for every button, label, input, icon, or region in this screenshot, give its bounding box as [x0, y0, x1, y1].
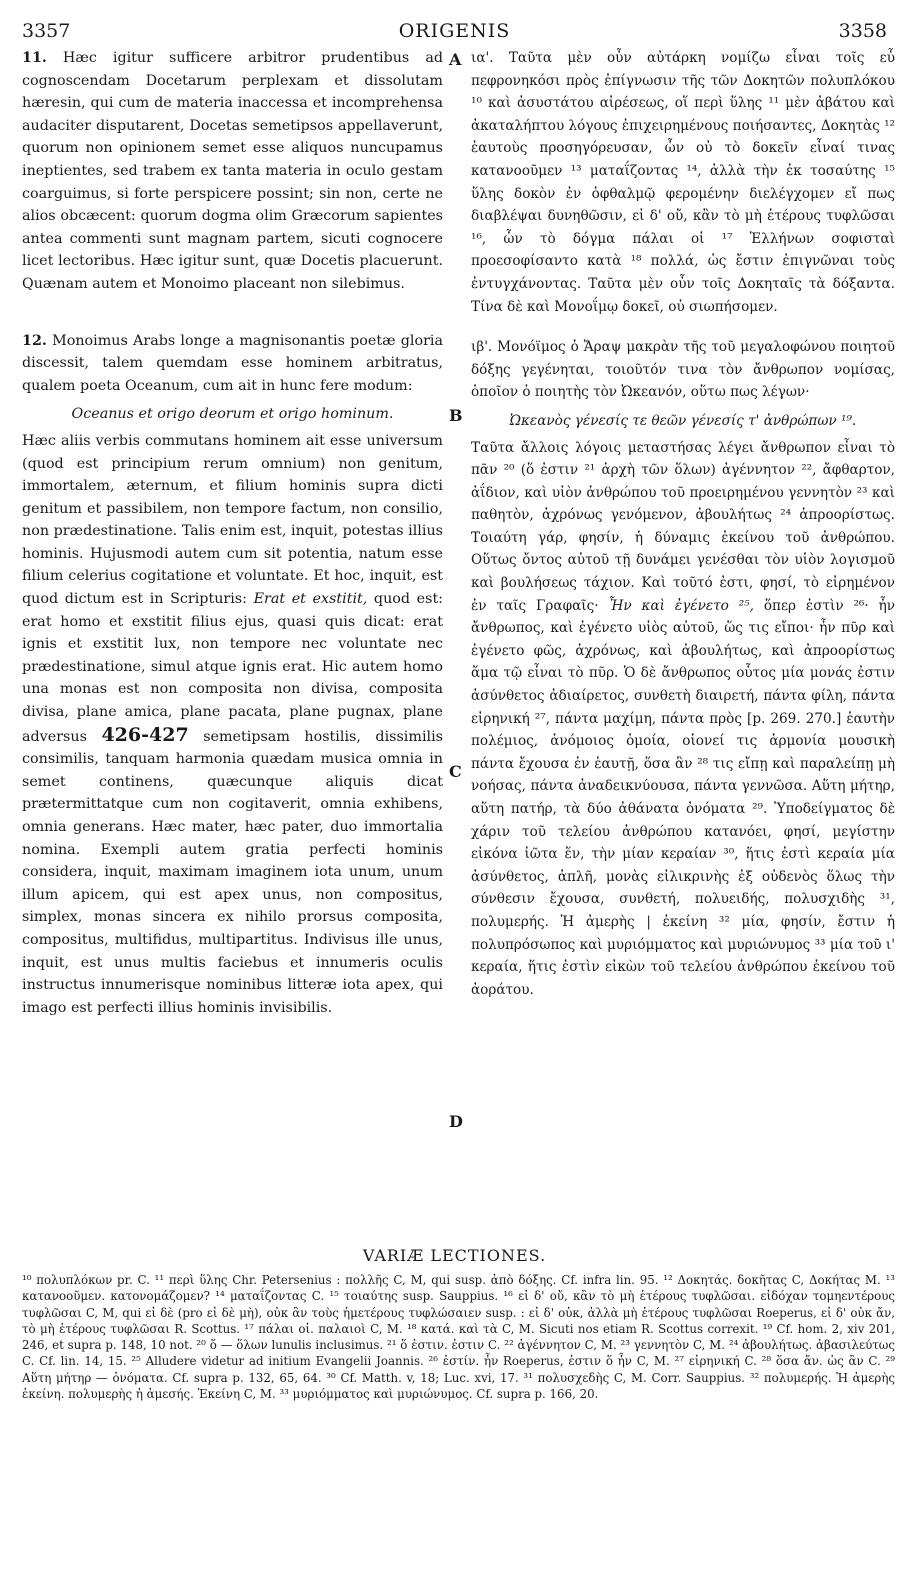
greek-text-11: Ταῦτα μὲν οὖν αὐτάρκη νομίζω εἶναι τοῖς εὖ πεφρονηκόσι πρὸς ἐπίγνωσιν τῆς τῶν Δοκητῶν πολυπλόκου ¹⁰ καὶ ἀσυστάτου αἱρέσεως, οἵ περὶ ὕλης ¹¹ μὲν ἀβάτου καὶ ἀκαταλήπτου λόγους ἐπιχειρημένους ποιήσαντες, Δοκητὰς ¹² ἑαυτοὺς προσηγόρευσαν, ὧν οὐ τὸ δοκεῖν εἶναί τινας κατανοοῦμεν ¹³ ματαΐζοντας ¹⁴, ἀλλὰ τὴν ἐκ τοσαύτης ¹⁵ ὕλης δοκὸν ἐν ὀφθαλμῷ φερομένην διελέγχομεν εἴ πως διαβλέψαι δυνηθῶσιν, εἰ δ' οὔ, κἂν τὸ μὴ ἑτέρους τυφλῶσαι ¹⁶, ὧν τὸ δόγμα πάλαι οἱ ¹⁷ Ἑλλήνων σοφισταὶ προεσοφίσαντο κατὰ ¹⁸ πολλά, ὡς ἔστιν ἐπιγνῶναι τοὺς ἐντυγχάνοντας. Ταῦτα μὲν οὖν τοῖς Δοκηταῖς τὰ δόξαντα. Τίνα δὲ καὶ Μονοΐμῳ δοκεῖ, οὐ σιωπήσομεν.: [471, 50, 895, 315]
latin-section-number-11: 11.: [22, 50, 47, 66]
spacer: [22, 296, 443, 330]
greek-text-13a: Ταῦτα ἄλλοις λόγοις μεταστήσας λέγει ἄνθρωπον εἶναι τὸ πᾶν ²⁰ (ὅ ἐστιν ²¹ ἀρχὴ τῶν ὅλων) ἀγέννητον ²², ἄφθαρτον, ἀΐδιον, καὶ υἱὸν ἀνθρώπου τοῦ προειρημένου γεννητὸν ²³ καὶ παθητὸν, ἀχρόνως γενόμενον, ἀβουλήτως ²⁴ ἀπροορίστως. Τοιαύτη γάρ, φησίν, ἡ δύναμις ἐκείνου τοῦ ἀνθρώπου. Οὕτως ὄντος αὐτοῦ τῇ δυνάμει γενέσθαι τὸν υἱὸν λογισμοῦ καὶ βουλήσεως τάχιον. Καὶ τοῦτό ἐστι, φησί, τὸ εἰρημένον ἐν ταῖς Γραφαῖς·: [471, 439, 895, 614]
greek-column: [471, 47, 895, 1001]
margin-marker-a: A: [449, 50, 462, 69]
greek-scripture-quote: Ἦν καὶ ἐγένετο ²⁵,: [608, 597, 754, 614]
greek-paragraph-12: [471, 336, 895, 404]
greek-paragraph-11: [471, 47, 895, 318]
latin-column: [22, 47, 443, 1019]
greek-section-number-11: ια'.: [471, 50, 494, 66]
latin-section-number-12: 12.: [22, 332, 47, 349]
latin-text-13c: semetipsam hostilis, dissimilis consimilis, tanquam harmonia quædam musica omnia in semet continens, quæcunque aliquis dicat prætermittatque cum non cogitaverit, omnia exhibens, omnia generans. Hæc mater, hæc pater, duo immortalia nomina. Exempli autem gratia perfecti hominis considera, inquit, maximam imaginem iota unum, unum illum apicem, qui est apex unus, non compositus, simplex, monas sincera ex nihilo prorsus composita, compositus, multifidus, multipartitus. Indivisus ille unus, inquit, est unus multis faciebus et innumeris oculis instructus innumerisque nominibus litteræ iota apex, qui imago est perfecti illius hominis invisibilis.: [22, 728, 443, 1016]
variae-lectiones-notes: [22, 1272, 895, 1402]
latin-paragraph-11: [22, 47, 443, 296]
variae-lectiones-text: ¹⁰ πολυπλόκων pr. C. ¹¹ περὶ ὕλης Chr. Petersenius : πολλῆς C, M, qui susp. ἀπὸ δόξης. Cf. infra lin. 95. ¹² Δοκητάς. δοκῆτας C, Δοκήτας M. ¹³ κατανοοῦμεν. κατονομάζομεν? ¹⁴ ματαΐζοντας C. ¹⁵ τοιαύτης susp. Sauppius. ¹⁶ εἰ δ' οὔ, κἂν τὸ μὴ ἑτέρους τυφλῶσαι. εἰδόχαν τομηεντέρους τυφλῶσαι C, M, qui εἰ δὲ (pro εἰ δὲ μὴ), οὐκ ἂν τοὺς ἡμετέρους τυφλώσαιεν susp. : εἰ δ' οὐκ, ἀλλὰ μὴ ἑτέρους τυφλῶσαι Roeperus, εἰ δ' οὐκ ἄν, τὸ μὴ ἑτέρους τυφλῶσαι R. Scottus. ¹⁷ πάλαι οἱ. παλαιοὶ C, M. ¹⁸ κατά. καὶ τὰ C, M. Sicuti nos etiam R. Scottus correxit. ¹⁹ Cf. hom. 2, xiv 201, 246, et supra p. 148, 10 not. ²⁰ ὅ — ὅλων lunulis inclusimus. ²¹ ὅ ἐστιν. ἐστιν C. ²² ἀγέννητον C, M. ²³ γεννητὸν C, M. ²⁴ ἀβουλήτως. ἀβασιλεύτως C. Cf. lin. 14, 15. ²⁵ Alludere videtur ad initium Evangelii Joannis. ²⁶ ἐστίν. ἦν Roeperus, ἐστιν ὅ ἦν C, M. ²⁷ εἰρηνική C. ²⁸ ὅσα ἄν. ὡς ἂν C. ²⁹ Αὕτη μήτηρ — ὀνόματα. Cf. supra p. 132, 65, 64. ³⁰ Cf. Matth. v, 18; Luc. xvi, 17. ³¹ πολυσχεδὴς C, M. Corr. Sauppius. ³² πολυμερής. Ἡ ἀμερὴς ἐκείνη. πολυμερὴς ἡ ἀμεσής. Ἐκείνη C, M. ³³ μυριόμματος καὶ μυριώνυμος. Cf. supra p. 166, 20.: [22, 1273, 895, 1402]
running-title: ORIGENIS: [398, 20, 511, 42]
latin-text-12: Monoimus Arabs longe a magnisonantis poetæ gloria discessit, talem quemdam esse hominem arbitratus, qualem poeta Oceanum, cum ait in hunc fere modum:: [22, 332, 444, 394]
latin-scripture-quote: Erat et exstitit,: [253, 591, 368, 608]
page-number-right: 3358: [838, 20, 887, 42]
greek-verse: Ὠκεανὸς γένεσίς τε θεῶν γένεσίς τ' ἀνθρώπων ¹⁹.: [509, 412, 857, 429]
page-number-left: 3357: [22, 20, 71, 42]
greek-section-number-12: ιβ'.: [471, 339, 493, 356]
margin-marker-b: B: [449, 406, 463, 425]
latin-verse: Oceanus et origo deorum et origo hominum.: [71, 406, 394, 423]
greek-text-13b: ὅπερ ἐστὶν ²⁶· ἦν ἄνθρωπος, καὶ ἐγένετο υἱὸς αὐτοῦ, ὥς τις εἴποι· ἦν πῦρ καὶ ἐγένετο φῶς, ἀχρόνως, καὶ ἀβουλήτως, καὶ ἀπροορίστως ἅμα τῷ εἶναι τὸ πῦρ. Ὁ δὲ ἄνθρωπος οὗτος μία μονάς ἐστιν ἀσύνθετος ἀδιαίρετος, συνθετὴ διαιρετή, πάντα φίλη, πάντα εἰρηνική ²⁷, πάντα μαχίμη, πάντα πρὸς [p. 269. 270.] ἑαυτὴν πολέμιος, ἀνόμοιος ὁμοία, οἱονεί τις ἁρμονία μουσικὴ πάντα ἔχουσα ἐν ἑαυτῇ, ὅσα ἂν ²⁸ τις εἴπῃ καὶ παραλείπῃ μὴ νοήσας, πάντα ἀναδεικνύουσα, πάντα γεννῶσα. Αὕτη μήτηρ, αὕτη πατήρ, τὰ δύο ἀθάνατα ὀνόματα ²⁹. Ὑποδείγματος δὲ χάριν τοῦ τελείου ἀνθρώπου κατανόει, φησί, μεγίστην εἰκόνα ἰῶτα ἕν, τὴν μίαν κεραίαν ³⁰, ἥτις ἐστὶ κεραία μία ἀσύνθετος, ἁπλῆ, μονὰς εἰλικρινὴς ἐξ οὐδενὸς ὅλως τὴν σύνθεσιν ἔχουσα, συνθετή, πολυειδής, πολυσχιδὴς ³¹, πολυμερής. Ἡ ἀμερὴς | ἐκείνη ³² μία, φησίν, ἔστιν ἡ πολυπρόσωπος καὶ μυριόμματος καὶ μυριώνυμος ³³ μία τοῦ ι' κεραία, ἥτις ἐστὶν εἰκὼν τοῦ τελείου ἀνθρώπου ἐκείνου τοῦ ἀοράτου.: [471, 597, 896, 998]
margin-marker-d: D: [449, 1112, 463, 1131]
latin-paragraph-13: [22, 430, 443, 1019]
latin-text-11: Hæc igitur sufficere arbitror prudentibus ad cognoscendam Docetarum perplexam et dissolutam hæresin, qui cum de materia inaccessa et incomprehensa audaciter disputarent, Docetas semetipsos appellaverunt, quorum non opinionem semet esse aliquos nuncupamus ineptientes, sed trabem ex tanta materia in oculo gestam coarguimus, si forte perspicere possint; sin non, certe ne alios obcæcent: quorum dogma olim Græcorum sapientes antea commenti sunt magnam partem, sicuti cognocere licet lectoribus. Hæc igitur sunt, quæ Docetis placuerunt. Quænam autem et Monoimo placeant non silebimus.: [22, 50, 443, 292]
greek-paragraph-13: [471, 437, 895, 1002]
running-header: [22, 20, 887, 46]
latin-text-13a: Hæc aliis verbis commutans hominem ait esse universum (quod est principium rerum omnium) non genitum, immortalem, æternum, et filium hominis supra dicti genitum et passibilem, non tempore factum, non consilio, non prædestinatione. Talis enim est, inquit, potestas illius hominis. Hujusmodi autem cum sit potentia, natum esse filium celerius cogitatione et voluntate. Et hoc, inquit, est quod dictum est in Scripturis:: [22, 432, 443, 608]
latin-text-13b: quod est: erat homo et exstitit filius ejus, quasi quis dicat: erat ignis et exstitit lux, non tempore nec voluntate nec prædestinatione, simul atque ignis erat. Hic autem homo una monas est non composita non divisa, composita divisa, plane amica, plane pacata, plane pugnax, plane adversus: [22, 591, 444, 745]
greek-text-12: Μονόϊμος ὁ Ἄραψ μακρὰν τῆς τοῦ μεγαλοφώνου ποιητοῦ δόξης γεγένηται, τοιοῦτόν τινα τὸν ἄνθρωπον νομίσας, ὁποῖον ὁ ποιητὴς τὸν Ὠκεανόν, οὕτω πως λέγων·: [471, 339, 895, 401]
variae-lectiones-title: VARIÆ LECTIONES.: [362, 1246, 547, 1265]
migne-column-number: 426-427: [101, 723, 189, 746]
latin-paragraph-12: [22, 330, 443, 398]
spacer: [471, 318, 895, 336]
margin-marker-c: C: [449, 762, 462, 781]
